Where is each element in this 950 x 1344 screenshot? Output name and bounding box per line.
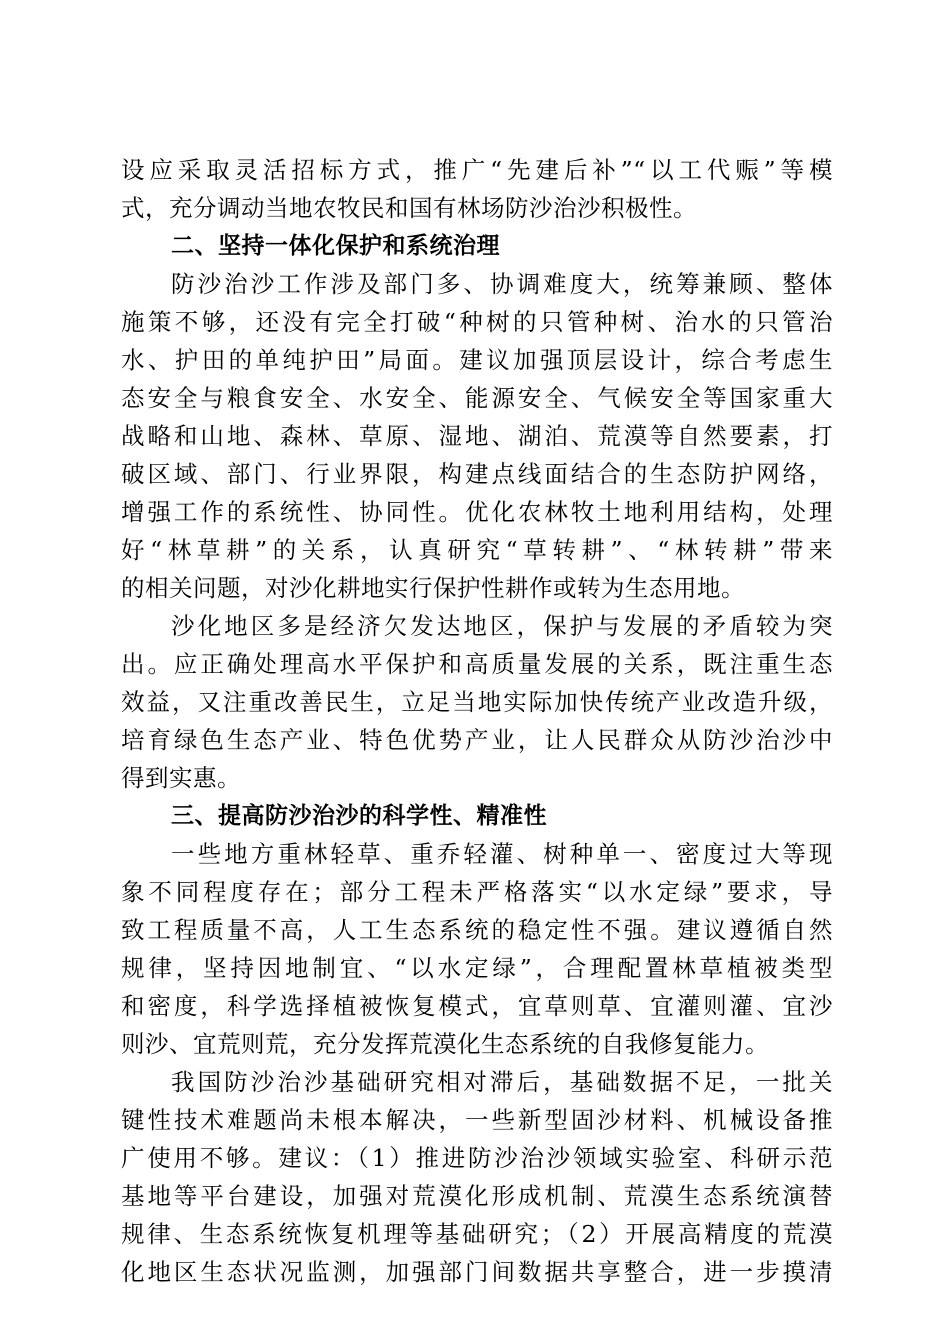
paragraph-line: 则沙、宜荒则荒，充分发挥荒漠化生态系统的自我修复能力。 (121, 1030, 769, 1058)
section-heading-2: 二、坚持一体化保护和系统治理 (171, 233, 500, 259)
paragraph-line: 沙化地区多是经济欠发达地区，保护与发展的矛盾较为突 (171, 612, 833, 640)
paragraph-line: 破区域、部门、行业界限，构建点线面结合的生态防护网络， (121, 460, 833, 488)
paragraph-line: 施策不够，还没有完全打破“种树的只管种树、治水的只管治 (121, 308, 833, 336)
paragraph-line: 水、护田的单纯护田”局面。建议加强顶层设计，综合考虑生 (121, 346, 833, 374)
paragraph-line: 我国防沙治沙基础研究相对滞后，基础数据不足，一批关 (171, 1068, 833, 1096)
paragraph-line: 态安全与粮食安全、水安全、能源安全、气候安全等国家重大 (121, 384, 833, 412)
paragraph-line: 规律，坚持因地制宜、“以水定绿”，合理配置林草植被类型 (121, 954, 833, 982)
paragraph-line: 的相关问题，对沙化耕地实行保护性耕作或转为生态用地。 (121, 574, 745, 602)
paragraph-line: 一些地方重林轻草、重乔轻灌、树种单一、密度过大等现 (171, 840, 833, 868)
paragraph-line: 培育绿色生态产业、特色优势产业，让人民群众从防沙治沙中 (121, 726, 833, 754)
section-heading-3: 三、提高防沙治沙的科学性、精准性 (171, 803, 547, 829)
paragraph-line: 致工程质量不高，人工生态系统的稳定性不强。建议遵循自然 (121, 916, 833, 944)
paragraph-line: 好“林草耕”的关系，认真研究“草转耕”、“林转耕”带来 (121, 536, 833, 564)
paragraph-line: 广使用不够。建议：（1）推进防沙治沙领域实验室、科研示范 (121, 1144, 833, 1172)
paragraph-line: 出。应正确处理高水平保护和高质量发展的关系，既注重生态 (121, 650, 833, 678)
paragraph-line: 基地等平台建设，加强对荒漠化形成机制、荒漠生态系统演替 (121, 1182, 833, 1210)
paragraph-line: 象不同程度存在；部分工程未严格落实“以水定绿”要求，导 (121, 878, 833, 906)
paragraph-line: 式，充分调动当地农牧民和国有林场防沙治沙积极性。 (121, 194, 697, 222)
paragraph-line: 设应采取灵活招标方式，推广“先建后补”“以工代赈”等模 (121, 156, 833, 184)
paragraph-line: 键性技术难题尚未根本解决，一些新型固沙材料、机械设备推 (121, 1106, 833, 1134)
paragraph-line: 效益，又注重改善民生，立足当地实际加快传统产业改造升级， (121, 688, 833, 716)
paragraph-line: 增强工作的系统性、协同性。优化农林牧土地利用结构，处理 (121, 498, 833, 526)
paragraph-line: 战略和山地、森林、草原、湿地、湖泊、荒漠等自然要素，打 (121, 422, 833, 450)
paragraph-line: 防沙治沙工作涉及部门多、协调难度大，统筹兼顾、整体 (171, 270, 833, 298)
paragraph-line: 得到实惠。 (121, 764, 241, 792)
paragraph-line: 化地区生态状况监测，加强部门间数据共享整合，进一步摸清 (121, 1258, 833, 1286)
paragraph-line: 和密度，科学选择植被恢复模式，宜草则草、宜灌则灌、宜沙 (121, 992, 833, 1020)
paragraph-line: 规律、生态系统恢复机理等基础研究；（2）开展高精度的荒漠 (121, 1220, 833, 1248)
